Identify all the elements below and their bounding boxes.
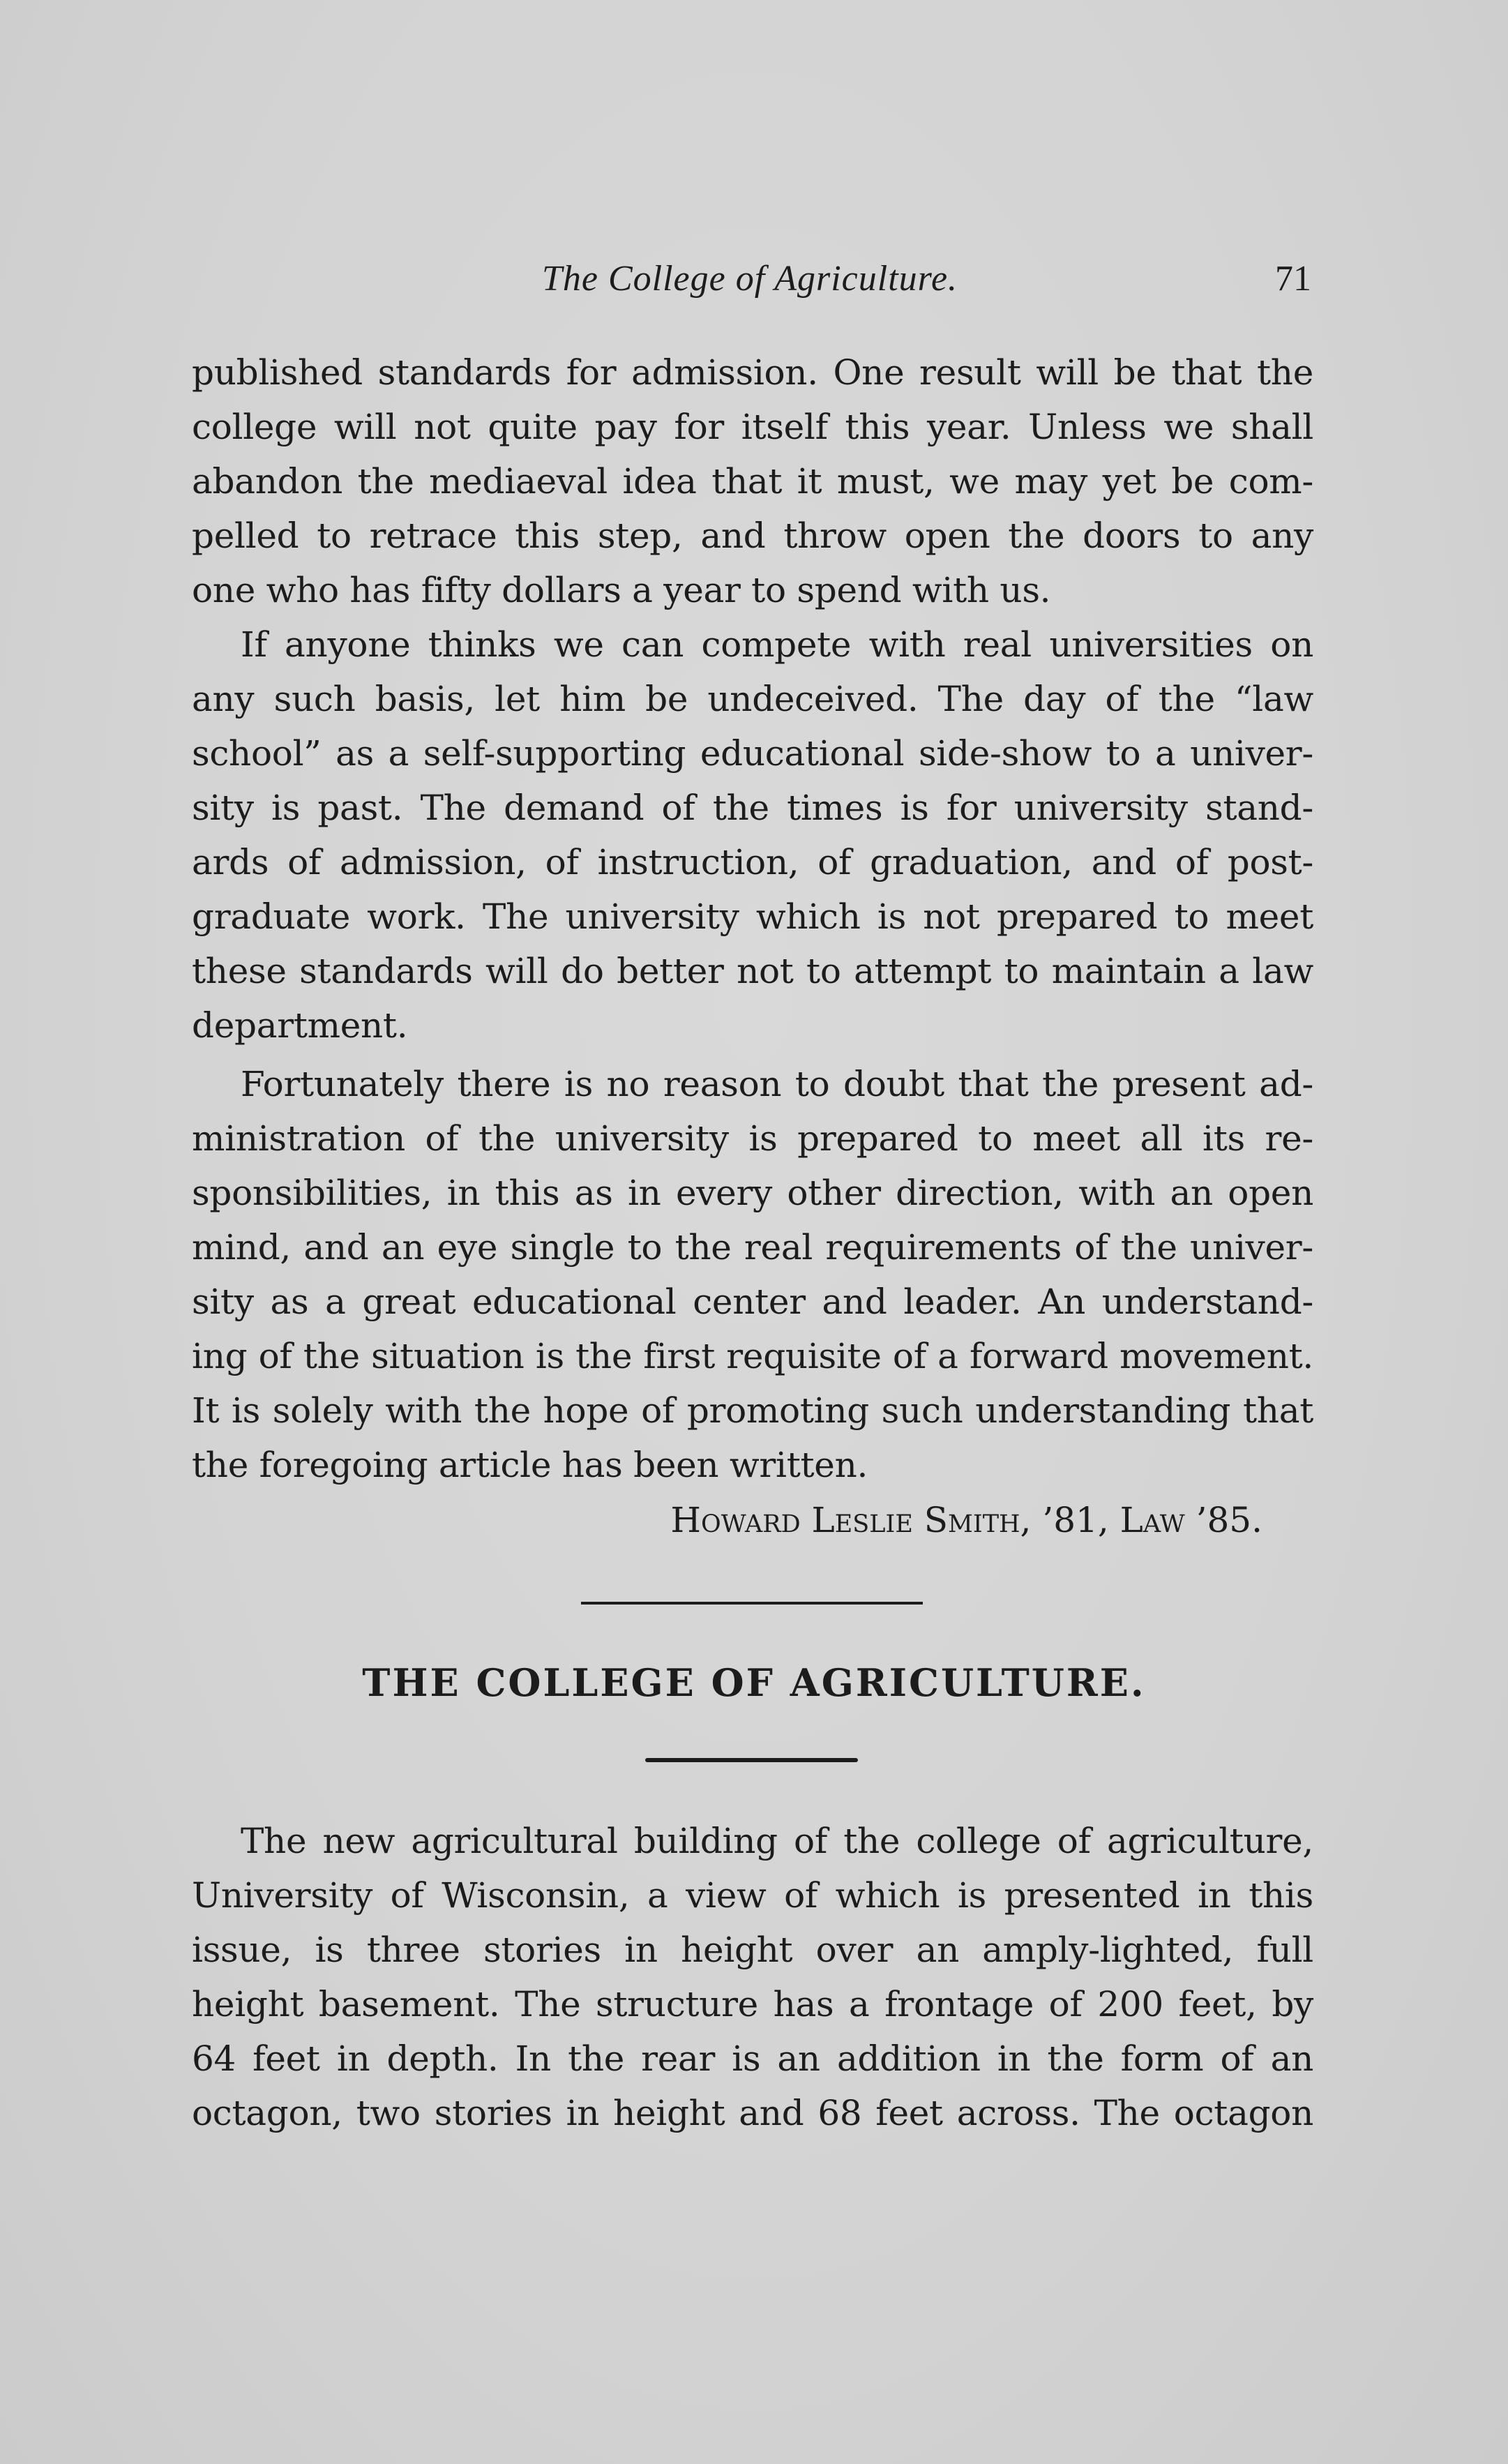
text-line: height basement. The structure has a frontage of 200 feet, by bbox=[192, 1984, 1313, 2024]
text-line: 64 feet in depth. In the rear is an addition in the form of an bbox=[192, 2038, 1313, 2079]
heading-rule bbox=[645, 1758, 858, 1762]
text-line: ministration of the university is prepared to meet all its re- bbox=[192, 1118, 1313, 1159]
text-line: sponsibilities, in this as in every other direction, with an open bbox=[192, 1173, 1313, 1213]
text-line: these standards will do better not to attempt to maintain a law bbox=[192, 951, 1313, 991]
paragraph-1 bbox=[192, 345, 1313, 617]
paragraph-2 bbox=[192, 617, 1313, 1053]
text-line: ing of the situation is the first requisite of a forward movement. bbox=[192, 1336, 1313, 1376]
text-line: Fortunately there is no reason to doubt that the present ad- bbox=[241, 1064, 1313, 1104]
text-line: mind, and an eye single to the real requirements of the univer- bbox=[192, 1227, 1313, 1268]
text-line: abandon the mediaeval idea that it must, we may yet be com- bbox=[192, 461, 1313, 502]
running-head bbox=[188, 258, 1311, 307]
text-line: University of Wisconsin, a view of which is presented in this bbox=[192, 1875, 1313, 1916]
section-divider bbox=[581, 1602, 923, 1605]
text-line: It is solely with the hope of promoting such understanding that bbox=[192, 1390, 1313, 1431]
text-line: one who has fifty dollars a year to spend with us. bbox=[192, 570, 1051, 610]
text-line: ards of admission, of instruction, of graduation, and of post- bbox=[192, 842, 1313, 882]
section-paragraph bbox=[192, 1814, 1313, 2140]
text-line: published standards for admission. One result will be that the bbox=[192, 352, 1313, 393]
text-line: sity is past. The demand of the times is for university stand- bbox=[192, 788, 1313, 828]
paragraph-3 bbox=[192, 1057, 1313, 1492]
text-line: the foregoing article has been written. bbox=[192, 1445, 868, 1485]
text-line: octagon, two stories in height and 68 feet across. The octagon bbox=[192, 2093, 1313, 2133]
text-line: If anyone thinks we can compete with real universities on bbox=[241, 624, 1313, 665]
text-line: department. bbox=[192, 1005, 408, 1046]
text-line: issue, is three stories in height over an amply-lighted, full bbox=[192, 1930, 1313, 1970]
text-line: pelled to retrace this step, and throw open the doors to any bbox=[192, 516, 1313, 556]
text-line: sity as a great educational center and leader. An understand- bbox=[192, 1282, 1313, 1322]
section-heading: THE COLLEGE OF AGRICULTURE. bbox=[362, 1660, 1146, 1705]
text-line: The new agricultural building of the college of agriculture, bbox=[241, 1821, 1313, 1861]
running-title: The College of Agriculture. bbox=[541, 259, 958, 299]
page-number: 71 bbox=[1275, 259, 1311, 299]
text-line: graduate work. The university which is not prepared to meet bbox=[192, 896, 1313, 937]
text-line: school” as a self-supporting educational side-show to a univer- bbox=[192, 733, 1313, 774]
author-signature: Howard Leslie Smith, ’81, Law ’85. bbox=[670, 1500, 1262, 1540]
text-line: any such basis, let him be undeceived. The day of the “law bbox=[192, 679, 1313, 719]
text-line: college will not quite pay for itself this year. Unless we shall bbox=[192, 407, 1313, 447]
